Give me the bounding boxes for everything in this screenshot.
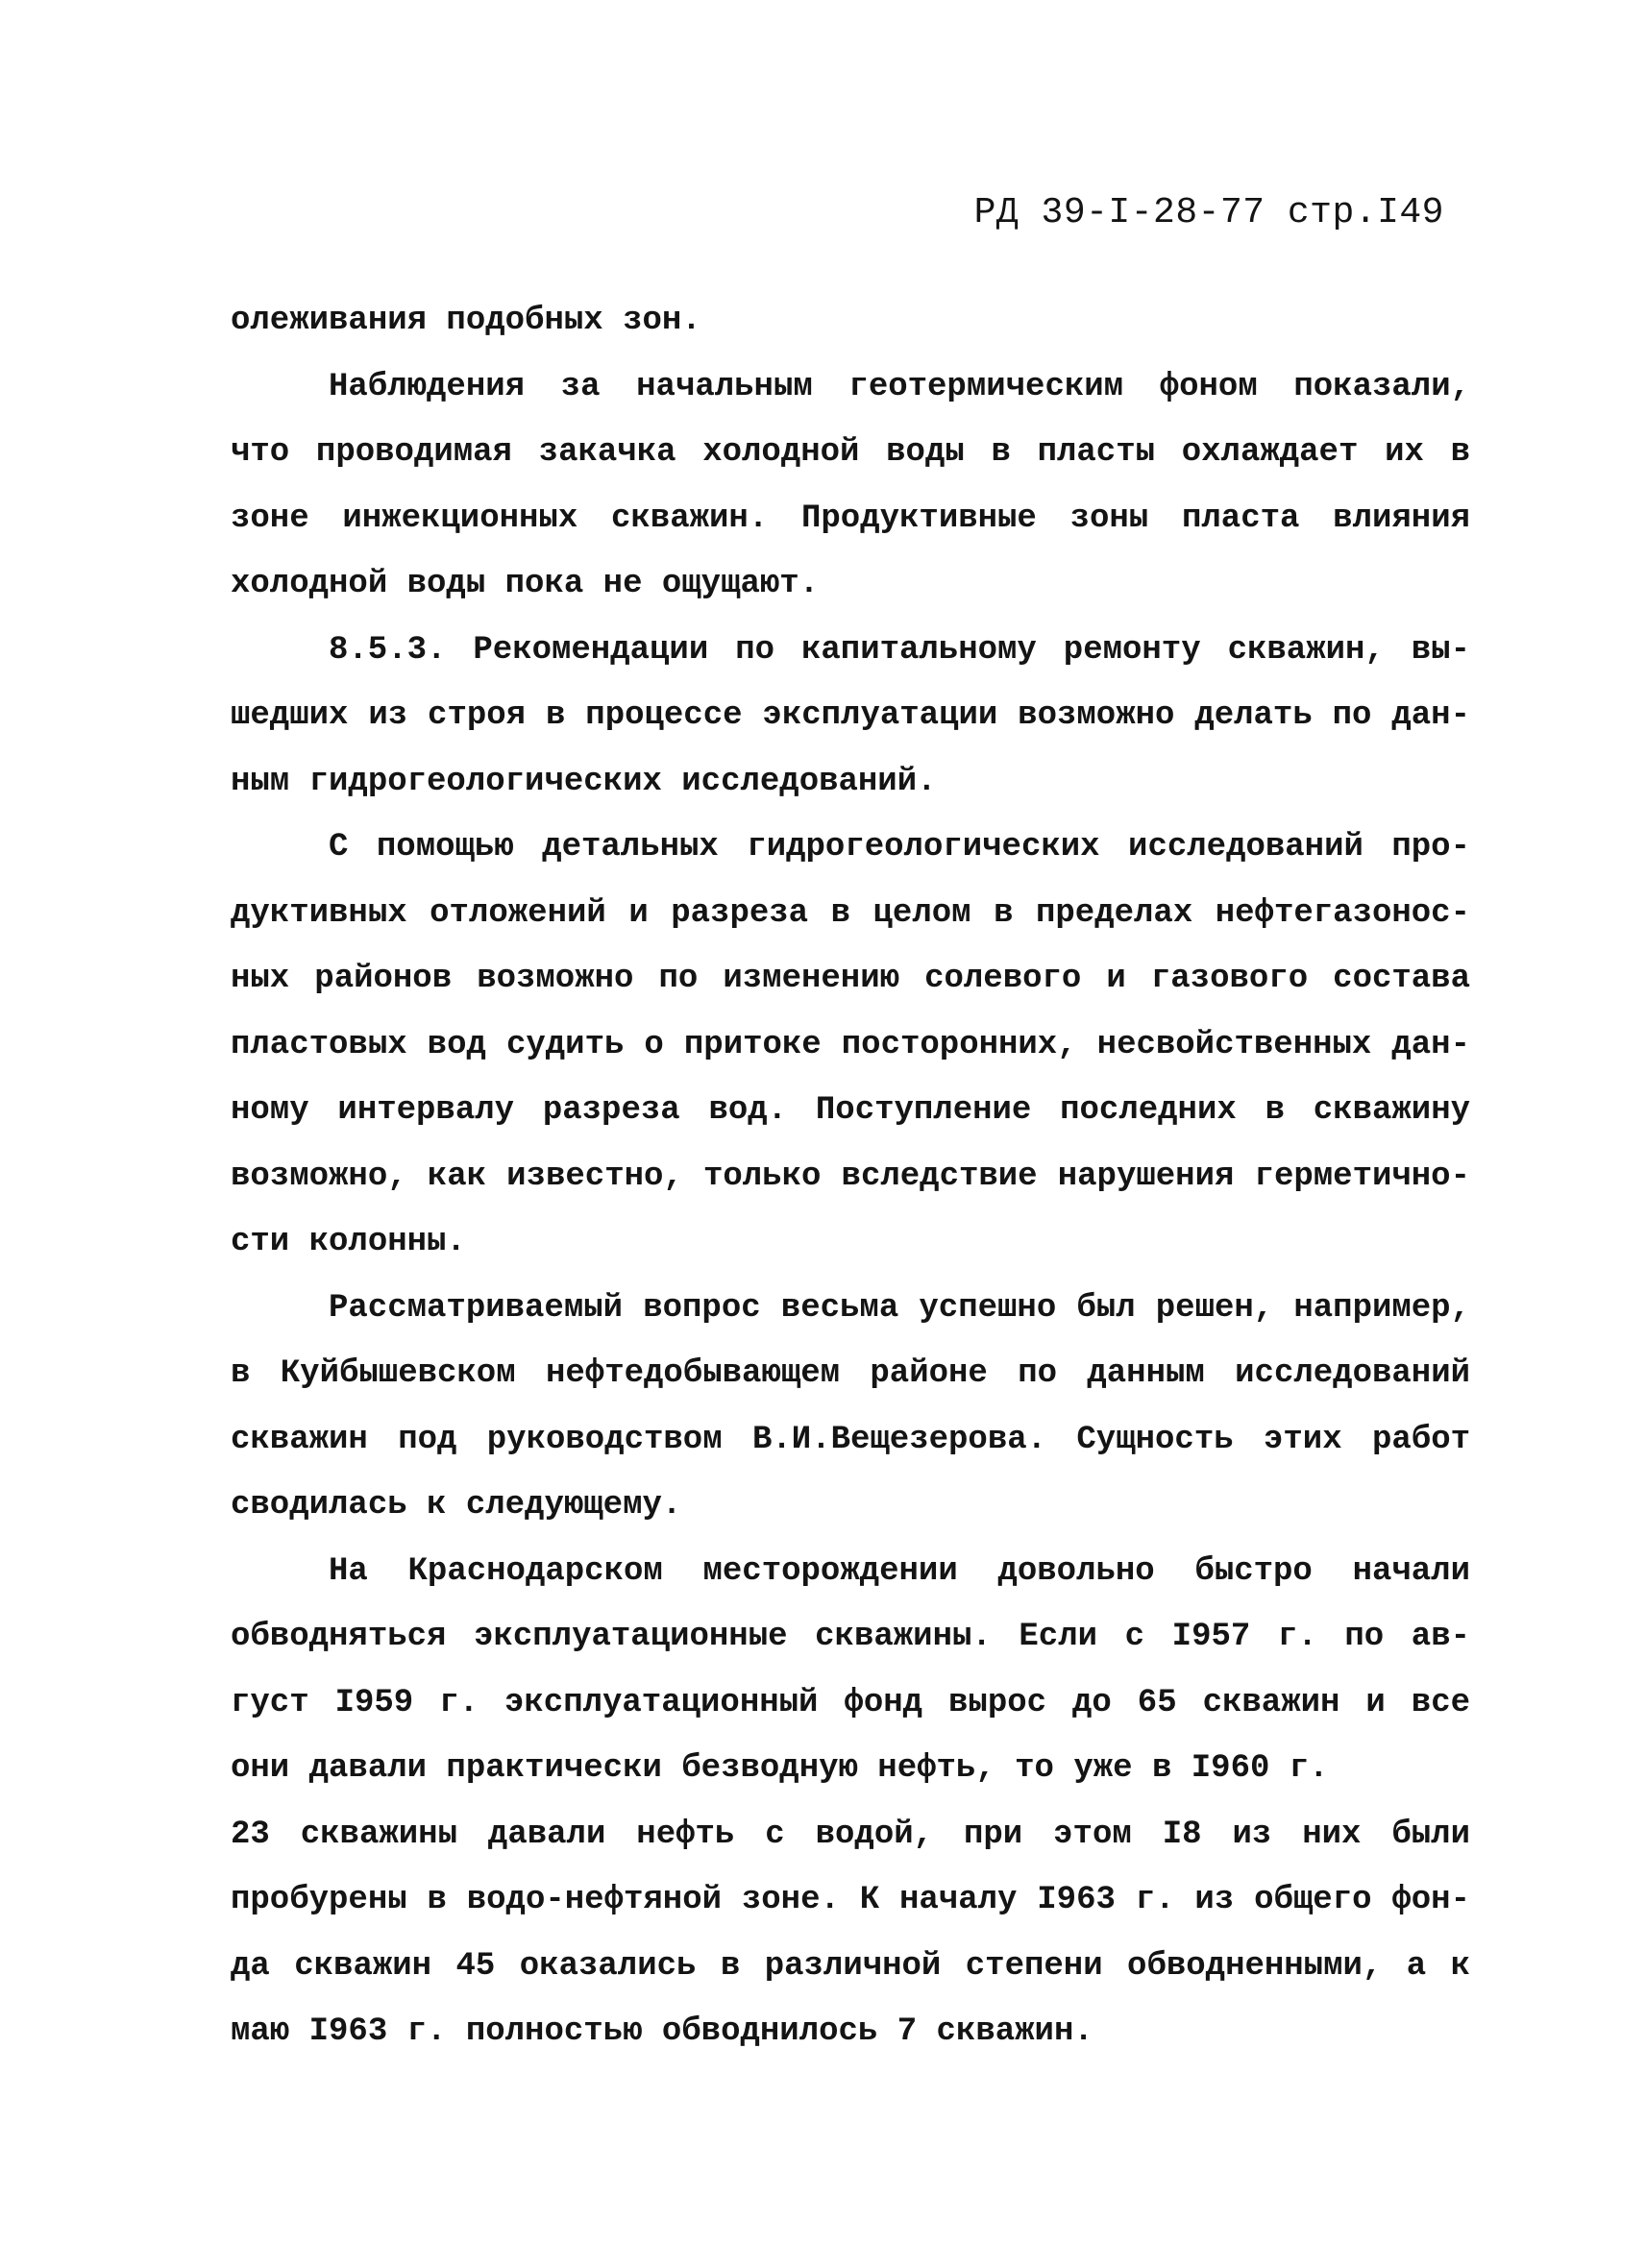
text-line: ному интервалу разреза вод. Поступление последних в скважину: [231, 1092, 1470, 1129]
text-line: они давали практически безводную нефть, то уже в I960 г.: [231, 1750, 1329, 1787]
section-heading-line: 8.5.3. Рекомендации по капитальному ремонту скважин, вы-: [329, 631, 1470, 669]
text-line: 23 скважины давали нефть с водой, при этом I8 из них были: [231, 1816, 1470, 1853]
paragraph-first-line: На Краснодарском месторождении довольно быстро начали: [329, 1552, 1470, 1590]
text-line: зоне инжекционных скважин. Продуктивные зоны пласта влияния: [231, 500, 1470, 537]
text-line: густ I959 г. эксплуатационный фонд вырос до 65 скважин и все: [231, 1684, 1470, 1721]
paragraph-first-line: С помощью детальных гидрогеологических исследований про-: [329, 829, 1470, 866]
text-line: олеживания подобных зон.: [231, 303, 701, 339]
paragraph-first-line: Рассматриваемый вопрос весьма успешно был решен, например,: [329, 1289, 1470, 1327]
body-text: [231, 288, 1470, 2065]
text-line: ных районов возможно по изменению солевого и газового состава: [231, 961, 1470, 997]
text-line: ным гидрогеологических исследований.: [231, 763, 937, 800]
text-line: что проводимая закачка холодной воды в пласты охлаждает их в: [231, 434, 1470, 471]
text-line: шедших из строя в процессе эксплуатации возможно делать по дан-: [231, 697, 1470, 734]
page-header: РД 39-I-28-77 стр.I49: [973, 192, 1444, 233]
text-line: сводилась к следующему.: [231, 1487, 682, 1524]
text-line: скважин под руководством В.И.Вещезерова. Сущность этих работ: [231, 1421, 1470, 1458]
text-line: дуктивных отложений и разреза в целом в пределах нефтегазонос-: [231, 894, 1470, 932]
text-line: маю I963 г. полностью обводнилось 7 скважин.: [231, 2013, 1093, 2050]
text-line: холодной воды пока не ощущают.: [231, 566, 820, 602]
text-line: обводняться эксплуатационные скважины. Если с I957 г. по ав-: [231, 1619, 1470, 1655]
text-line: сти колонны.: [231, 1224, 466, 1260]
text-line: да скважин 45 оказались в различной степени обводненными, а к: [231, 1947, 1470, 1985]
text-line: в Куйбышевском нефтедобывающем районе по данным исследований: [231, 1355, 1470, 1392]
text-line: пробурены в водо-нефтяной зоне. К началу I963 г. из общего фон-: [231, 1882, 1470, 1918]
paragraph-first-line: Наблюдения за начальным геотермическим фоном показали,: [329, 368, 1470, 405]
text-line: пластовых вод судить о притоке посторонних, несвойственных дан-: [231, 1026, 1470, 1063]
text-line: возможно, как известно, только вследствие нарушения герметично-: [231, 1158, 1470, 1195]
